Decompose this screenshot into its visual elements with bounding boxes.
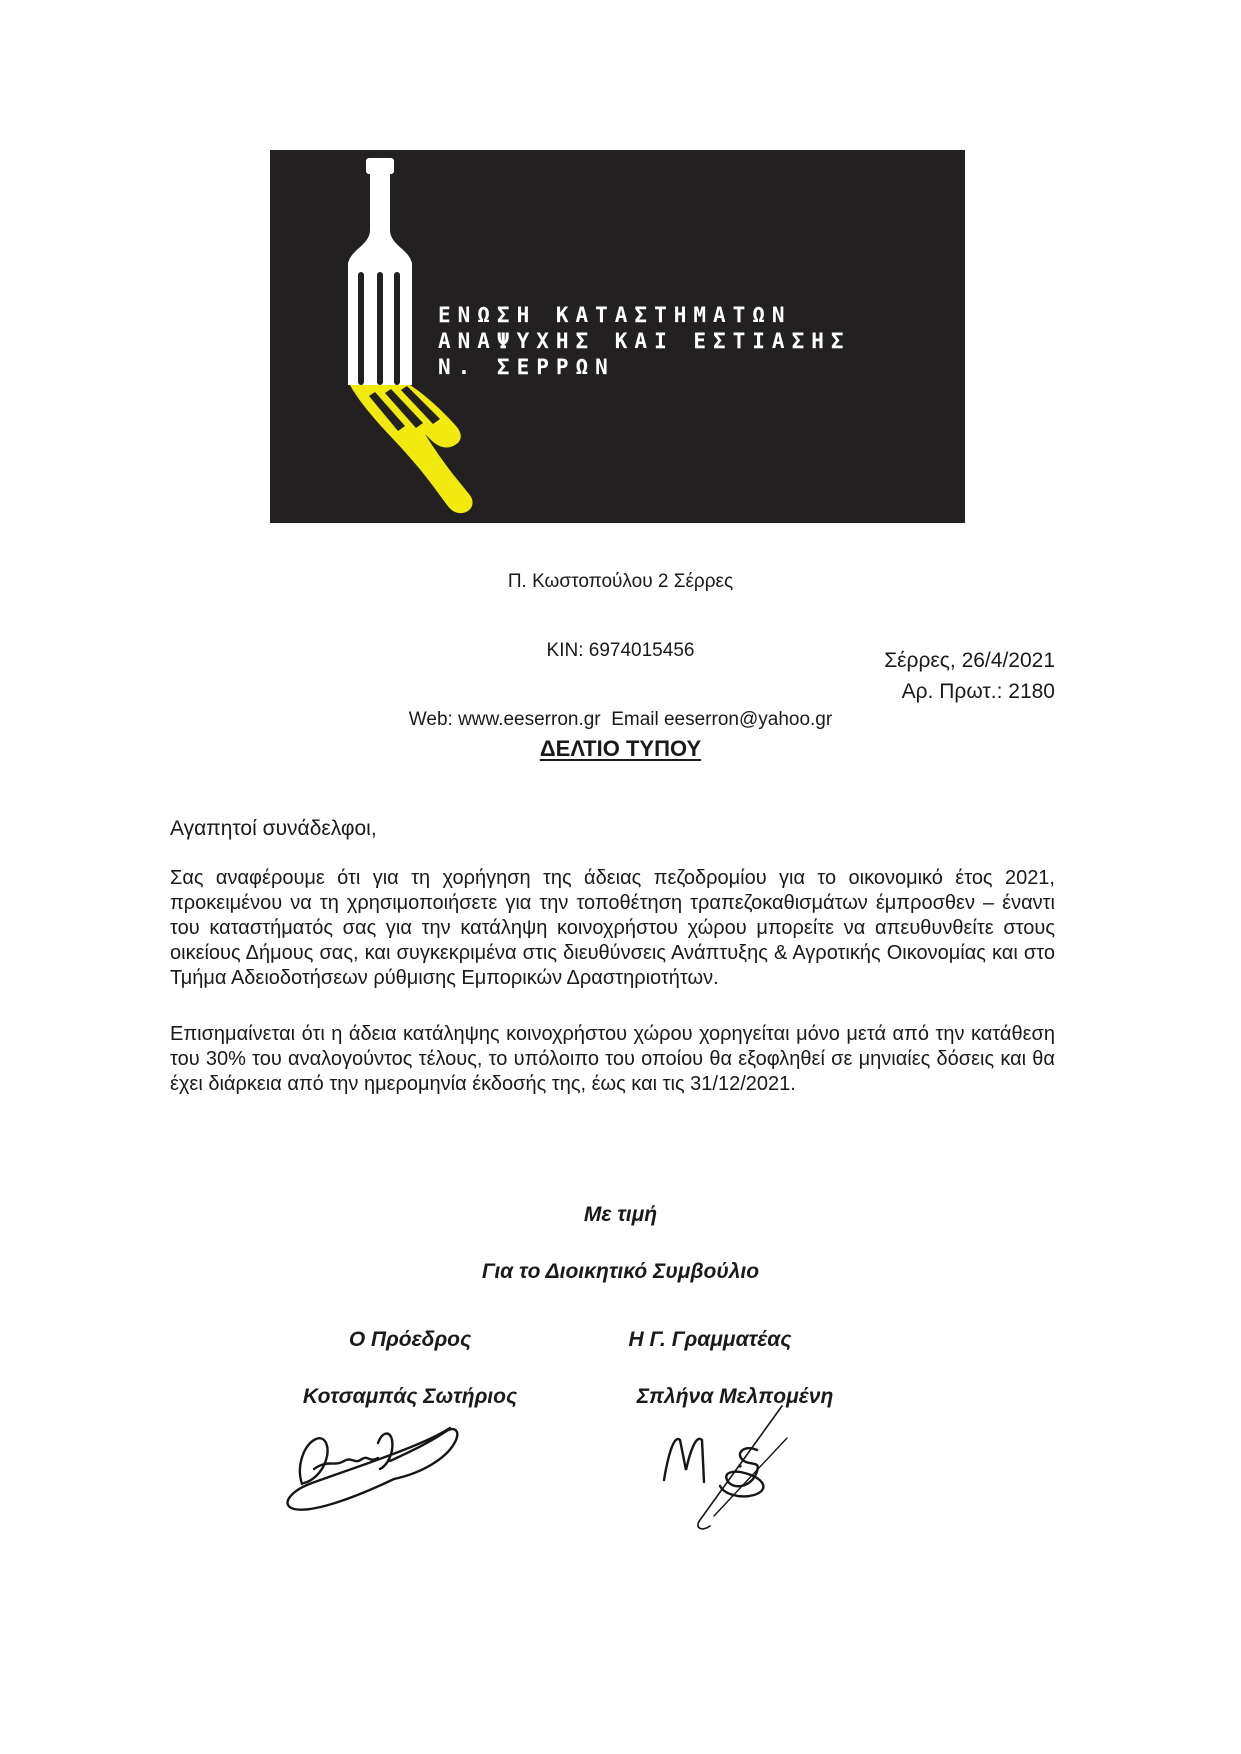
document-title: ΔΕΛΤΙΟ ΤΥΠΟΥ	[539, 736, 702, 761]
body-paragraph-2: Επισημαίνεται ότι η άδεια κατάληψης κοινοχρήστου χώρου χορηγείται μόνο μετά από την κατάθεση του 30% του αναλογούντος τέλους, το υπόλοιπο του οποίου θα εξοφληθεί σε μηνιαίες δόσεις και θα έχει διάρκεια από την ημερομηνία έκδοσής της, έως και τις 31/12/2021.	[170, 1023, 1055, 1095]
place-date: Σέρρες, 26/4/2021	[884, 649, 1055, 672]
salutation: Αγαπητοί συνάδελφοι,	[170, 817, 377, 840]
secretary-signature-icon	[650, 1398, 870, 1548]
association-name-line3: Ν. ΣΕΡΡΩΝ	[438, 355, 615, 379]
association-name-line2: ΑΝΑΨΥΧΗΣ ΚΑΙ ΕΣΤΙΑΣΗΣ	[438, 329, 851, 353]
president-role: Ο Πρόεδρος	[348, 1328, 472, 1351]
on-behalf-line: Για το Διοικητικό Συμβούλιο	[481, 1260, 760, 1283]
association-name-line1: ΕΝΩΣΗ ΚΑΤΑΣΤΗΜΑΤΩΝ	[438, 303, 792, 327]
contact-mobile: ΚΙΝ: 6974015456	[546, 640, 695, 661]
secretary-name: Σπλήνα Μελπομένη	[636, 1385, 834, 1408]
valediction: Με τιμή	[583, 1203, 658, 1226]
president-name: Κοτσαμπάς Σωτήριος	[302, 1385, 518, 1408]
protocol-number: Αρ. Πρωτ.: 2180	[901, 680, 1055, 703]
contact-web-email: Web: www.eeserron.gr Email eeserron@yahoo.gr	[408, 709, 833, 730]
letter-meta	[884, 645, 1055, 707]
secretary-role: Η Γ. Γραμματέας	[628, 1328, 792, 1351]
association-name	[438, 302, 851, 380]
contact-address: Π. Κωστοπούλου 2 Σέρρες	[507, 571, 734, 592]
association-logo	[270, 150, 965, 523]
body-paragraph-1: Σας αναφέρουμε ότι για τη χορήγηση της άδειας πεζοδρομίου για το οικονομικό έτος 2021, προκειμένου να τη χρησιμοποιήσετε για την τοποθέτηση τραπεζοκαθισμάτων έμπροσθεν – έναντι του καταστήματός σας για την κατάληψη κοινοχρήστου χώρου μπορείτε να απευθυνθείτε στους οικείους Δήμους σας, και συγκεκριμένα στις διευθύνσεις Ανάπτυξης & Αγροτικής Οικονομίας και στο Τμήμα Αδειοδοτήσεων ρύθμισης Εμπορικών Δραστηριοτήτων.	[170, 867, 1055, 989]
president-signature-icon	[280, 1420, 485, 1535]
